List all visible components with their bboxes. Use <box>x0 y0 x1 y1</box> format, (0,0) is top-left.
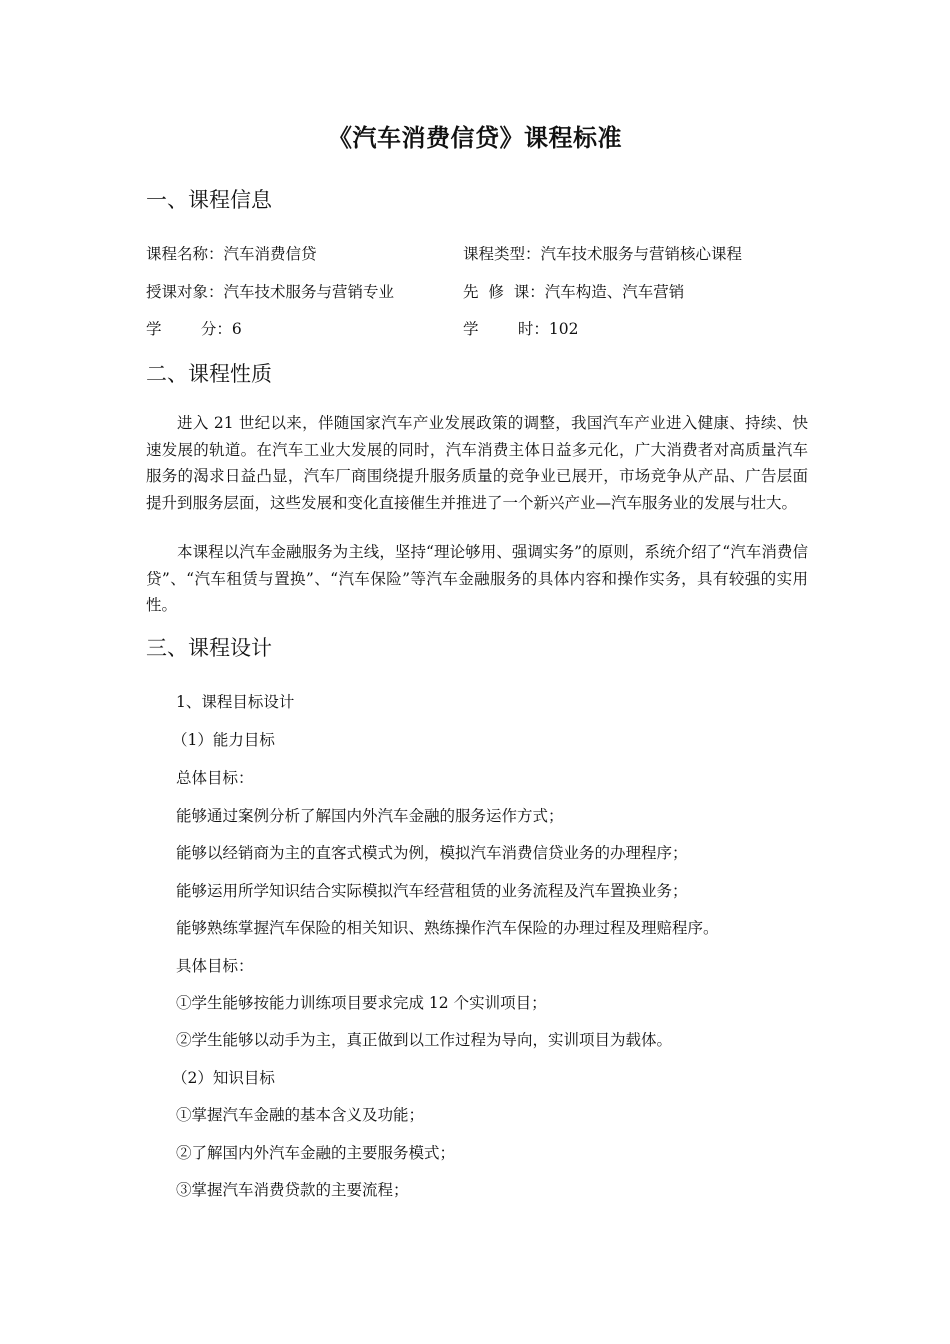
course-name-label: 课程名称： <box>146 245 224 263</box>
course-type-label: 课程类型： <box>463 245 541 263</box>
course-prereq <box>463 280 684 302</box>
course-target <box>146 280 394 302</box>
info-row-1 <box>146 242 826 266</box>
course-hours-value: 102 <box>548 320 579 338</box>
course-name <box>146 242 317 264</box>
design-item-3: 总体目标： <box>176 769 254 787</box>
course-type <box>463 242 742 264</box>
design-item-8: 具体目标： <box>176 957 254 975</box>
design-item-12: ①掌握汽车金融的基本含义及功能； <box>176 1106 425 1124</box>
design-item-11: （2）知识目标 <box>172 1069 275 1087</box>
course-prereq-label: 先 修 课： <box>463 283 545 301</box>
design-item-6: 能够运用所学知识结合实际模拟汽车经营租赁的业务流程及汽车置换业务； <box>176 882 688 900</box>
course-name-value: 汽车消费信贷 <box>223 245 317 263</box>
info-row-3 <box>146 317 826 341</box>
course-target-value: 汽车技术服务与营销专业 <box>223 283 395 301</box>
nature-paragraph-2: 本课程以汽车金融服务为主线，坚持“理论够用、强调实务”的原则，系统介绍了“汽车消费信贷”、“汽车租赁与置换”、“汽车保险”等汽车金融服务的具体内容和操作实务，具有较强的实用性。 <box>146 543 808 614</box>
course-prereq-value: 汽车构造、汽车营销 <box>544 283 685 301</box>
nature-paragraph-1: 进入 21 世纪以来，伴随国家汽车产业发展政策的调整，我国汽车产业进入健康、持续、快速发展的轨道。在汽车工业大发展的同时，汽车消费主体日益多元化，广大消费者对高质量汽车服务的渴求日益凸显，汽车厂商围绕提升服务质量的竞争业已展开，市场竞争从产品、广告层面提升到服务层面，这些发展和变化直接催生并推进了一个新兴产业—汽车服务业的发展与壮大。 <box>146 414 808 512</box>
design-item-7: 能够熟练掌握汽车保险的相关知识、熟练操作汽车保险的办理过程及理赔程序。 <box>176 919 719 937</box>
design-item-9: ①学生能够按能力训练项目要求完成 12 个实训项目； <box>176 994 547 1012</box>
course-type-value: 汽车技术服务与营销核心课程 <box>540 245 743 263</box>
design-item-2: （1）能力目标 <box>172 731 275 749</box>
design-item-14: ③掌握汽车消费贷款的主要流程； <box>176 1181 409 1199</box>
course-hours <box>463 317 579 339</box>
course-target-label: 授课对象： <box>146 283 224 301</box>
section-heading-course-nature: 二、课程性质 <box>146 362 272 386</box>
document-title: 《汽车消费信贷》课程标准 <box>328 123 622 152</box>
design-item-13: ②了解国内外汽车金融的主要服务模式； <box>176 1144 456 1162</box>
design-item-1: 1、课程目标设计 <box>176 693 295 711</box>
design-item-4: 能够通过案例分析了解国内外汽车金融的服务运作方式； <box>176 807 564 825</box>
design-item-5: 能够以经销商为主的直客式模式为例，模拟汽车消费信贷业务的办理程序； <box>176 844 688 862</box>
section-heading-course-info: 一、课程信息 <box>146 188 272 212</box>
course-credit-value: 6 <box>231 320 242 338</box>
course-credit-label: 学 分： <box>146 320 232 338</box>
info-row-2 <box>146 280 826 304</box>
section-heading-course-design: 三、课程设计 <box>146 636 272 660</box>
design-item-10: ②学生能够以动手为主，真正做到以工作过程为导向，实训项目为载体。 <box>176 1031 673 1049</box>
course-credit <box>146 317 242 339</box>
course-hours-label: 学 时： <box>463 320 549 338</box>
